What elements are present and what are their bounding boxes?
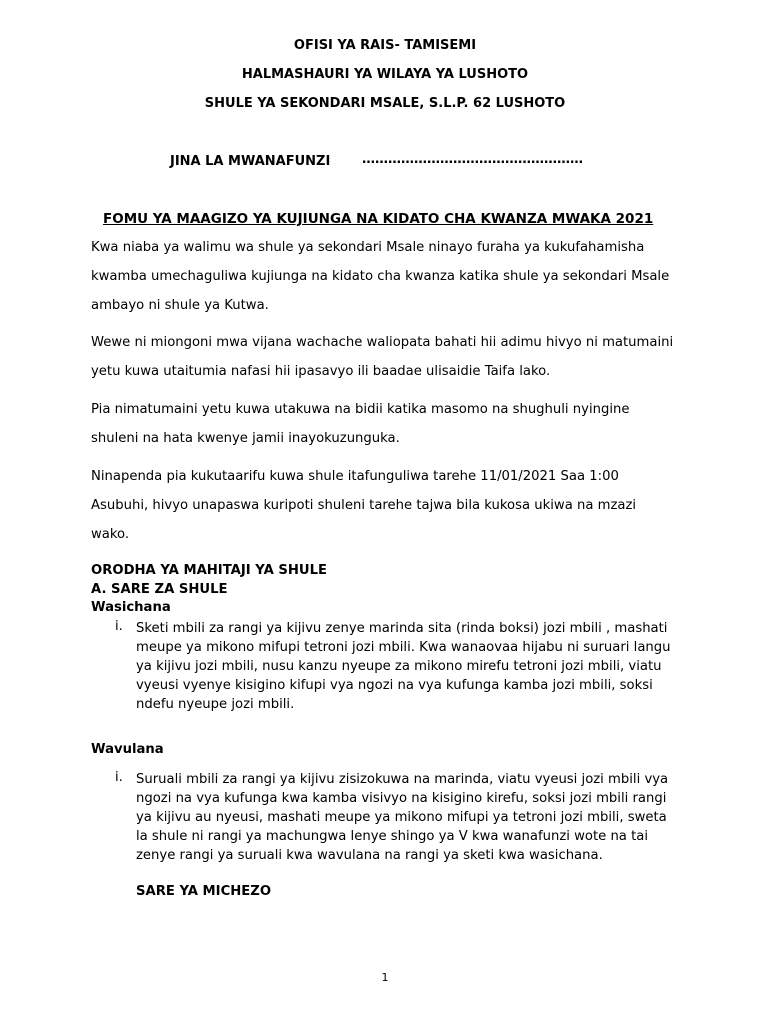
paragraph-opening-date <box>91 462 691 549</box>
page-number: 1 <box>381 971 389 984</box>
list-item-line: Sketi mbili za rangi ya kijivu zenye marinda sita (rinda boksi) jozi mbili , mashati <box>136 621 668 636</box>
list-number: i. <box>115 619 123 634</box>
list-item-line: ya kijivu au nyeusi, mashati meupe ya mikono mifupi ya tetroni jozi mbili, sweta <box>136 810 667 825</box>
paragraph-line: Wewe ni miongoni mwa vijana wachache waliopata bahati hii adimu hivyo ni matumaini <box>91 335 674 350</box>
paragraph-line: kwamba umechaguliwa kujiunga na kidato cha kwanza katika shule ya sekondari Msale <box>91 269 670 284</box>
document-title: FOMU YA MAAGIZO YA KUJIUNGA NA KIDATO CHA KWANZA MWAKA 2021 <box>103 211 654 227</box>
list-item-line: meupe ya mikono mifupi tetroni jozi mbili. Kwa wanaovaa hijabu ni suruari langu <box>136 640 671 655</box>
header-office: OFISI YA RAIS- TAMISEMI <box>293 38 477 53</box>
header-school: SHULE YA SEKONDARI MSALE, S.L.P. 62 LUSHOTO <box>204 96 566 111</box>
list-item-line: ndefu nyeupe jozi mbili. <box>136 697 295 712</box>
header-council: HALMASHAURI YA WILAYA YA LUSHOTO <box>241 67 529 82</box>
student-name-blank: …………………………………………… <box>362 152 583 167</box>
list-item-line: vyeusi vyenye kisigino kifupi vya ngozi na vya kufunga kamba jozi mbili, soksi <box>136 678 653 693</box>
boys-uniform-item <box>136 770 668 865</box>
paragraph-line: yetu kuwa utaitumia nafasi hii ipasavyo ili baadae ulisaidie Taifa lako. <box>91 364 551 379</box>
sports-uniform-heading: SARE YA MICHEZO <box>136 884 272 899</box>
section-a-heading: A. SARE ZA SHULE <box>91 582 228 597</box>
paragraph-line: Kwa niaba ya walimu wa shule ya sekondari Msale ninayo furaha ya kukufahamisha <box>91 240 645 255</box>
paragraph-diligence <box>91 395 691 453</box>
list-number: i. <box>115 770 123 785</box>
paragraph-line: Pia nimatumaini yetu kuwa utakuwa na bidii katika masomo na shughuli nyingine <box>91 402 630 417</box>
boys-heading: Wavulana <box>91 742 164 757</box>
paragraph-opportunity <box>91 328 691 386</box>
list-item-line: Suruali mbili za rangi ya kijivu zisizokuwa na marinda, viatu vyeusi jozi mbili vya <box>136 772 669 787</box>
list-item-line: zenye rangi ya suruali kwa wavulana na rangi ya sketi kwa wasichana. <box>136 848 603 863</box>
paragraph-line: Ninapenda pia kukutaarifu kuwa shule itafunguliwa tarehe 11/01/2021 Saa 1:00 <box>91 469 619 484</box>
paragraph-line: Asubuhi, hivyo unapaswa kuripoti shuleni tarehe tajwa bila kukosa ukiwa na mzazi <box>91 498 637 513</box>
paragraph-line: wako. <box>91 527 130 542</box>
list-item-line: la shule ni rangi ya machungwa lenye shingo ya V kwa wanafunzi wote na tai <box>136 829 648 844</box>
paragraph-line: ambayo ni shule ya Kutwa. <box>91 298 269 313</box>
paragraph-line: shuleni na hata kwenye jamii inayokuzunguka. <box>91 431 400 446</box>
girls-heading: Wasichana <box>91 600 171 615</box>
list-item-line: ngozi na vya kufunga kwa kamba visivyo na kisigino kirefu, soksi jozi mbili rangi <box>136 791 667 806</box>
list-item-line: ya kijivu jozi mbili, nusu kanzu nyeupe za mikono mirefu tetroni jozi mbili, viatu <box>136 659 662 674</box>
requirements-heading: ORODHA YA MAHITAJI YA SHULE <box>91 563 328 578</box>
girls-uniform-item <box>136 619 671 714</box>
student-name-label: JINA LA MWANAFUNZI <box>170 154 331 169</box>
paragraph-intro <box>91 233 691 320</box>
